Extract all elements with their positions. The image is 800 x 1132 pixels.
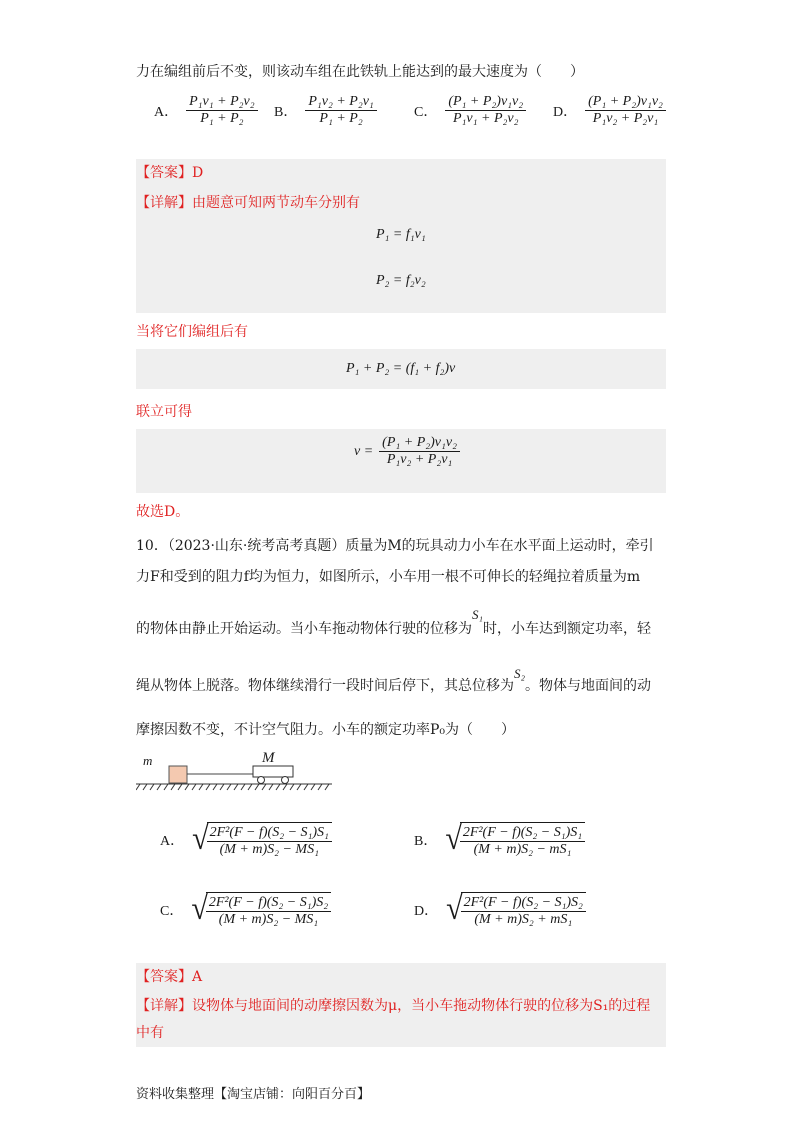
equation-p1: P₁ = f₁v₁ (376, 227, 426, 242)
option-label: C． (160, 904, 184, 919)
q10-line-1: 10．（2023·山东·统考高考真题）质量为M的玩具动力小车在水平面上运动时，牵引 (136, 538, 654, 554)
footer-text: 资料收集整理【淘宝店铺：向阳百分百】 (136, 1087, 371, 1102)
option-numerator: 2F²(F − f)(S₂ − S₁)S₂ (208, 895, 329, 910)
option-label: D． (553, 104, 578, 120)
option-denominator: (M + m)S₂ − mS₁ (473, 842, 572, 857)
q10-line-3 (136, 607, 652, 639)
option-label: C． (414, 104, 438, 120)
q9-option-a[interactable] (154, 94, 258, 127)
q10-line-4 (136, 666, 652, 696)
car-label: M (262, 750, 275, 766)
option-numerator: (P₁ + P₂)v₁v₂ (588, 94, 663, 109)
q10-line-5: 摩擦因数不变，不计空气阻力。小车的额定功率P₀为（ ） (136, 722, 516, 738)
q10-answer-box (136, 963, 666, 1047)
line-text: 。物体与地面间的动 (525, 678, 652, 694)
q9-stem-line: 力在编组前后不变，则该动车组在此铁轨上能达到的最大速度为（ ） (136, 64, 584, 80)
q10-line-2: 力F和受到的阻力f均为恒力，如图所示，小车用一根不可伸长的轻绳拉着质量为m (136, 569, 641, 585)
detail-line-1: 【详解】设物体与地面间的动摩擦因数为μ，当小车拖动物体行驶的位移为S₁的过程 (136, 998, 651, 1014)
option-label: D． (414, 904, 439, 919)
option-denominator: P₁ + P₂ (200, 111, 244, 126)
conclusion-text: 故选D。 (136, 504, 190, 520)
car-wheel (258, 777, 265, 784)
car-wheel (282, 777, 289, 784)
option-numerator: 2F²(F − f)(S₂ − S₁)S₁ (462, 825, 583, 840)
option-denominator: (M + m)S₂ − MS₁ (218, 912, 319, 927)
answer-label: 【答案】D (136, 165, 204, 181)
option-label: A． (154, 104, 179, 120)
option-label: B． (274, 104, 298, 120)
s1-symbol: S₁ (472, 607, 484, 622)
detail-line-2: 中有 (136, 1025, 164, 1041)
equation-lhs: v = (354, 443, 374, 459)
option-denominator: P₁v₁ + P₂v₂ (453, 111, 519, 126)
car-body (253, 766, 293, 777)
q10-option-d[interactable]: D． √ $\frac{\text{2F²(F − f)(S₂ − S₁)S₂}}{\text{(M + m)S₂ + mS₁}}$ (414, 892, 586, 928)
detail-label: 【详解】由题意可知两节动车分别有 (136, 195, 360, 211)
equation-result (354, 435, 460, 468)
result-denominator: P₁v₂ + P₂v₁ (386, 452, 453, 467)
line-text: 绳从物体上脱落。物体继续滑行一段时间后停下，其总位移为 (136, 678, 514, 694)
equation-combined: P₁ + P₂ = (f₁ + f₂)v (346, 361, 456, 376)
q9-result-box (136, 429, 666, 493)
option-numerator: 2F²(F − f)(S₂ − S₁)S₁ (209, 825, 329, 840)
s2-symbol: S₂ (514, 666, 526, 681)
option-numerator: P₁v₂ + P₂v₁ (308, 94, 374, 109)
q9-option-d[interactable] (553, 94, 666, 127)
result-numerator: (P₁ + P₂)v₁v₂ (382, 435, 457, 450)
q10-option-a[interactable]: A． √ $\frac{\text{2F²(F − f)(S₂ − S₁)S₁}}{\text{(M + m)S₂ − MS₁}}$ (160, 822, 332, 858)
option-denominator: (M + m)S₂ + mS₁ (474, 912, 573, 927)
line-text: 时，小车达到额定功率，轻 (483, 621, 652, 637)
combine-text: 当将它们编组后有 (136, 324, 248, 340)
block-m (169, 766, 187, 783)
block-label: m (143, 753, 153, 768)
line-text: 的物体由静止开始运动。当小车拖动物体行驶的位移为 (136, 621, 472, 637)
option-numerator: (P₁ + P₂)v₁v₂ (448, 94, 524, 109)
option-denominator: P₁v₂ + P₂v₁ (592, 111, 659, 126)
ground-hatch (136, 784, 329, 790)
equation-p2: P₂ = f₂v₂ (376, 273, 426, 288)
q9-answer-box (136, 159, 666, 313)
q9-equation-box (136, 349, 666, 389)
option-numerator: 2F²(F − f)(S₂ − S₁)S₂ (463, 895, 583, 910)
option-label: A． (160, 834, 185, 849)
option-denominator: P₁ + P₂ (319, 111, 363, 126)
q9-option-b[interactable] (274, 94, 377, 127)
q10-option-b[interactable]: B． √ $\frac{\text{2F²(F − f)(S₂ − S₁)S₁}}{\text{(M + m)S₂ − mS₁}}$ (414, 822, 585, 858)
option-numerator: P₁v₁ + P₂v₂ (189, 94, 255, 109)
option-label: B． (414, 834, 438, 849)
q10-option-c[interactable]: C． √ $\frac{\text{2F²(F − f)(S₂ − S₁)S₂}}{\text{(M + m)S₂ − MS₁}}$ (160, 892, 331, 928)
q10-figure (136, 748, 336, 792)
joint-text: 联立可得 (136, 404, 192, 420)
option-denominator: (M + m)S₂ − MS₁ (219, 842, 319, 857)
answer-label: 【答案】A (136, 969, 203, 985)
q9-option-c[interactable] (414, 94, 526, 127)
